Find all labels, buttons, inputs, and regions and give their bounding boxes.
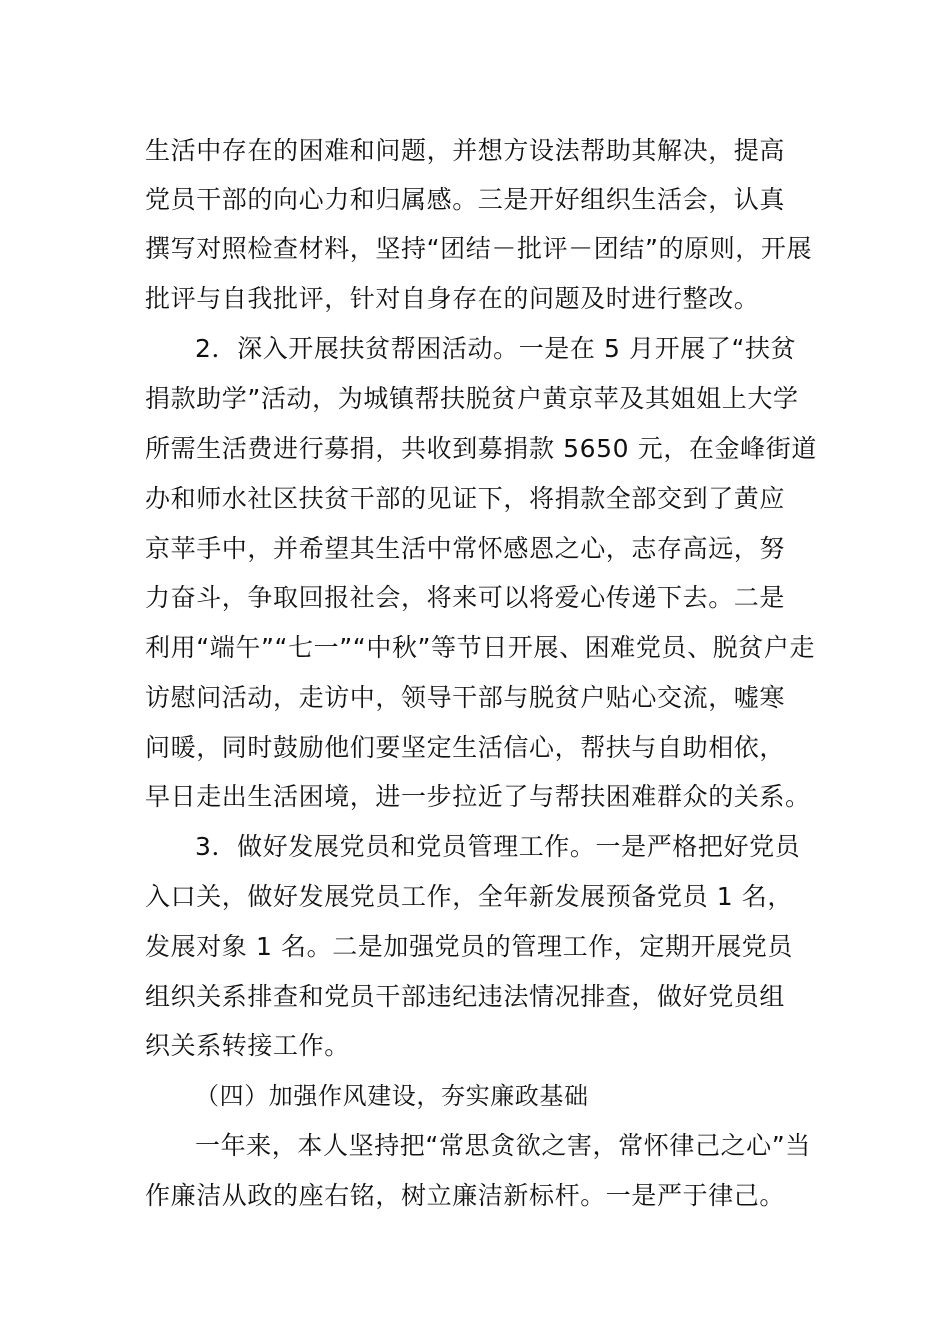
text-line-21: 一年来，本人坚持把“常思贪欲之害，常怀律己之心”当 — [195, 1131, 811, 1160]
text-line-11: 利用“端午”“七一”“中秋”等节日开展、困难党员、脱贫户走 — [145, 633, 816, 662]
text-line-22: 作廉洁从政的座右铭，树立廉洁新标杆。一是严于律己。 — [145, 1181, 786, 1210]
text-line-9: 京苹手中，并希望其生活中常怀感恩之心，志存高远，努 — [145, 534, 786, 563]
text-line-5: 2．深入开展扶贫帮困活动。一是在 5 月开展了“扶贫 — [195, 334, 797, 363]
text-line-2: 党员干部的向心力和归属感。三是开好组织生活会，认真 — [145, 185, 786, 214]
text-line-7: 所需生活费进行募捐，共收到募捐款 5650 元，在金峰街道 — [145, 434, 817, 463]
text-line-3: 撰写对照检查材料，坚持“团结－批评－团结”的原则，开展 — [145, 234, 813, 263]
text-line-13: 问暖，同时鼓励他们要坚定生活信心，帮扶与自助相依， — [145, 733, 786, 762]
text-line-1: 生活中存在的困难和问题，并想方设法帮助其解决，提高 — [145, 136, 786, 165]
section-heading: （四）加强作风建设，夯实廉政基础 — [195, 1082, 589, 1110]
text-line-19: 织关系转接工作。 — [145, 1031, 350, 1060]
text-line-16: 入口关，做好发展党员工作，全年新发展预备党员 1 名， — [145, 882, 794, 911]
text-line-8: 办和师水社区扶贫干部的见证下，将捐款全部交到了黄应 — [145, 484, 786, 513]
text-line-18: 组织关系排查和党员干部违纪违法情况排查，做好党员组 — [145, 982, 786, 1011]
text-line-4: 批评与自我批评，针对自身存在的问题及时进行整改。 — [145, 284, 760, 313]
text-line-14: 早日走出生活困境，进一步拉近了与帮扶困难群众的关系。 — [145, 782, 811, 811]
text-line-10: 力奋斗，争取回报社会，将来可以将爱心传递下去。二是 — [145, 583, 786, 612]
text-line-15: 3．做好发展党员和党员管理工作。一是严格把好党员 — [195, 832, 801, 861]
text-line-17: 发展对象 1 名。二是加强党员的管理工作，定期开展党员 — [145, 932, 794, 961]
text-line-6: 捐款助学”活动，为城镇帮扶脱贫户黄京苹及其姐姐上大学 — [145, 384, 799, 413]
text-line-12: 访慰问活动，走访中，领导干部与脱贫户贴心交流，嘘寒 — [145, 683, 786, 712]
